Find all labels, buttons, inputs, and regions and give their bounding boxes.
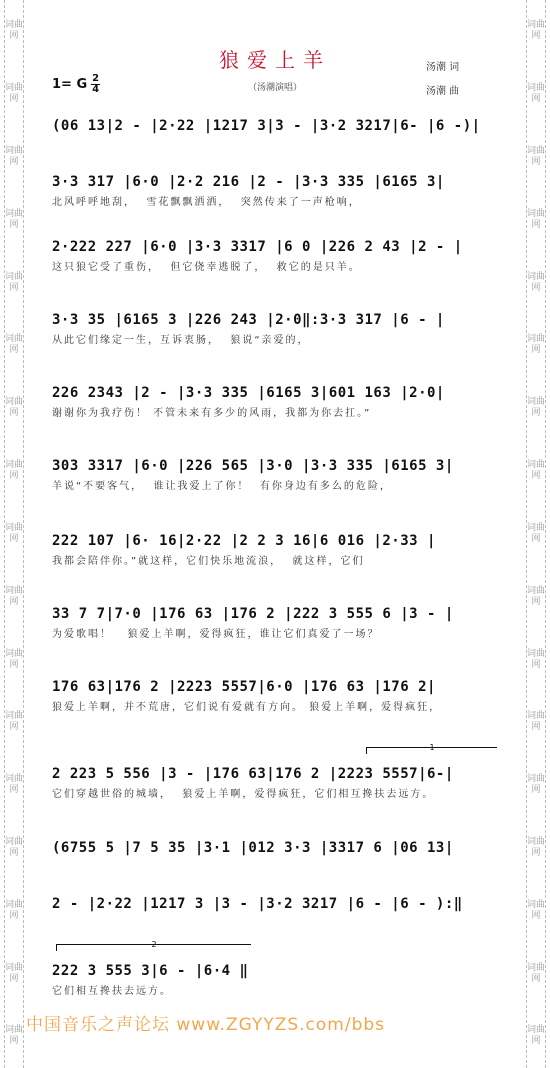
first-ending-bracket <box>366 743 497 754</box>
side-label: 词曲网 <box>5 271 24 293</box>
side-label: 词曲网 <box>527 522 546 544</box>
lyric-line: 它们穿越世俗的城墙， 狼爱上羊啊，爱得疯狂，它们相互搀扶去远方。 <box>52 789 435 800</box>
side-label: 词曲网 <box>5 774 24 796</box>
side-label: 词曲网 <box>5 208 24 230</box>
side-label: 词曲网 <box>527 83 546 105</box>
staff-line <box>52 677 502 715</box>
lyric-line: 狼爱上羊啊，并不荒唐，它们说有爱就有方向。 狼爱上羊啊，爱得疯狂， <box>52 702 442 713</box>
time-top: 2 <box>92 73 100 84</box>
staff-line <box>52 894 502 914</box>
second-ending-label: 2 <box>151 940 157 949</box>
notation-line: 222 3 555 3|6 - |6·4 ‖ <box>52 963 249 979</box>
notation-line: 2 223 5 556 |3 - |176 63|176 2 |2223 5557|6-| <box>52 766 454 782</box>
notation-line: 176 63|176 2 |2223 5557|6·0 |176 63 |176 2| <box>52 679 436 695</box>
notation-line: 2·222 227 |6·0 |3·3 3317 |6 0 |226 2 43 |2 - | <box>52 239 463 255</box>
composer-credit: 汤潮 曲 <box>426 86 460 97</box>
notation-line: (06 13|2 - |2·22 |1217 3|3 - |3·2 3217|6- |6 -)| <box>52 118 481 134</box>
notation-line: 226 2343 |2 - |3·3 335 |6165 3|601 163 |2·0| <box>52 385 445 401</box>
side-label: 词曲网 <box>5 20 24 42</box>
side-label: 词曲网 <box>527 899 546 921</box>
side-label: 词曲网 <box>527 711 546 733</box>
staff-line <box>52 961 502 999</box>
lyricist-credit: 汤潮 词 <box>426 62 460 73</box>
notation-line: 2 - |2·22 |1217 3 |3 - |3·2 3217 |6 - |6 - ):‖ <box>52 896 463 912</box>
side-label: 词曲网 <box>527 774 546 796</box>
side-watermark-left <box>4 0 24 1068</box>
staff-line <box>52 116 502 136</box>
side-label: 词曲网 <box>5 146 24 168</box>
side-label: 词曲网 <box>5 962 24 984</box>
side-label: 词曲网 <box>527 271 546 293</box>
side-label: 词曲网 <box>527 460 546 482</box>
side-label: 词曲网 <box>527 836 546 858</box>
lyric-line: 北风呼呼地刮， 雪花飘飘洒洒， 突然传来了一声枪响， <box>52 197 361 208</box>
first-ending-label: 1 <box>429 743 435 752</box>
song-title: 狼爱上羊 <box>219 48 331 72</box>
notation-line: 3·3 35 |6165 3 |226 243 |2·0‖:3·3 317 |6 - | <box>52 312 445 328</box>
key-signature <box>52 74 100 95</box>
lyric-line: 它们相互搀扶去远方。 <box>52 986 172 997</box>
side-label: 词曲网 <box>5 522 24 544</box>
side-label: 词曲网 <box>527 1025 546 1047</box>
staff-line <box>52 383 502 421</box>
side-label: 词曲网 <box>5 334 24 356</box>
side-label: 词曲网 <box>5 460 24 482</box>
second-ending-bracket <box>56 940 251 951</box>
time-bottom: 4 <box>92 84 100 95</box>
side-label: 词曲网 <box>5 397 24 419</box>
side-label: 词曲网 <box>5 899 24 921</box>
forum-watermark: 中国音乐之声论坛 www.ZGYYZS.com/bbs <box>26 1015 386 1035</box>
notation-line: (6755 5 |7 5 35 |3·1 |012 3·3 |3317 6 |06 13| <box>52 840 454 856</box>
staff-line <box>52 531 502 569</box>
side-label: 词曲网 <box>5 648 24 670</box>
lyric-line: 羊说“不要客气， 谁让我爱上了你！ 有你身边有多么的危险， <box>52 481 392 492</box>
staff-line <box>52 310 502 348</box>
time-signature <box>91 74 100 95</box>
staff-line <box>52 456 502 494</box>
key-label: 1= G <box>52 77 88 92</box>
staff-line <box>52 237 502 275</box>
lyric-line: 我都会陪伴你。”就这样，它们快乐地流浪， 就这样，它们 <box>52 556 365 567</box>
staff-line <box>52 838 502 858</box>
lyric-line: 为爱歌唱！ 狼爱上羊啊，爱得疯狂，谁让它们真爱了一场？ <box>52 629 380 640</box>
side-label: 词曲网 <box>527 962 546 984</box>
side-label: 词曲网 <box>5 83 24 105</box>
lyric-line: 谢谢你为我疗伤！ 不管未来有多少的风雨，我都为你去扛。” <box>52 408 372 419</box>
side-label: 词曲网 <box>527 20 546 42</box>
notation-line: 303 3317 |6·0 |226 565 |3·0 |3·3 335 |6165 3| <box>52 458 454 474</box>
lyric-line: 从此它们缘定一生，互诉衷肠， 狼说“亲爱的， <box>52 335 310 346</box>
staff-line <box>52 764 502 802</box>
side-label: 词曲网 <box>5 711 24 733</box>
side-label: 词曲网 <box>527 146 546 168</box>
side-label: 词曲网 <box>5 585 24 607</box>
staff-line <box>52 172 502 210</box>
notation-line: 33 7 7|7·0 |176 63 |176 2 |222 3 555 6 |3 - | <box>52 606 454 622</box>
side-watermark-right <box>526 0 546 1068</box>
side-label: 词曲网 <box>527 208 546 230</box>
performer-note: （汤潮演唱） <box>247 83 302 93</box>
lyric-line: 这只狼它受了重伤， 但它侥幸逃脱了， 救它的是只羊。 <box>52 262 361 273</box>
side-label: 词曲网 <box>527 585 546 607</box>
side-label: 词曲网 <box>527 334 546 356</box>
staff-line <box>52 604 502 642</box>
side-label: 词曲网 <box>5 836 24 858</box>
notation-line: 3·3 317 |6·0 |2·2 216 |2 - |3·3 335 |6165 3| <box>52 174 445 190</box>
notation-line: 222 107 |6· 16|2·22 |2 2 3 16|6 016 |2·33 | <box>52 533 436 549</box>
side-label: 词曲网 <box>5 1025 24 1047</box>
side-label: 词曲网 <box>527 397 546 419</box>
side-label: 词曲网 <box>527 648 546 670</box>
